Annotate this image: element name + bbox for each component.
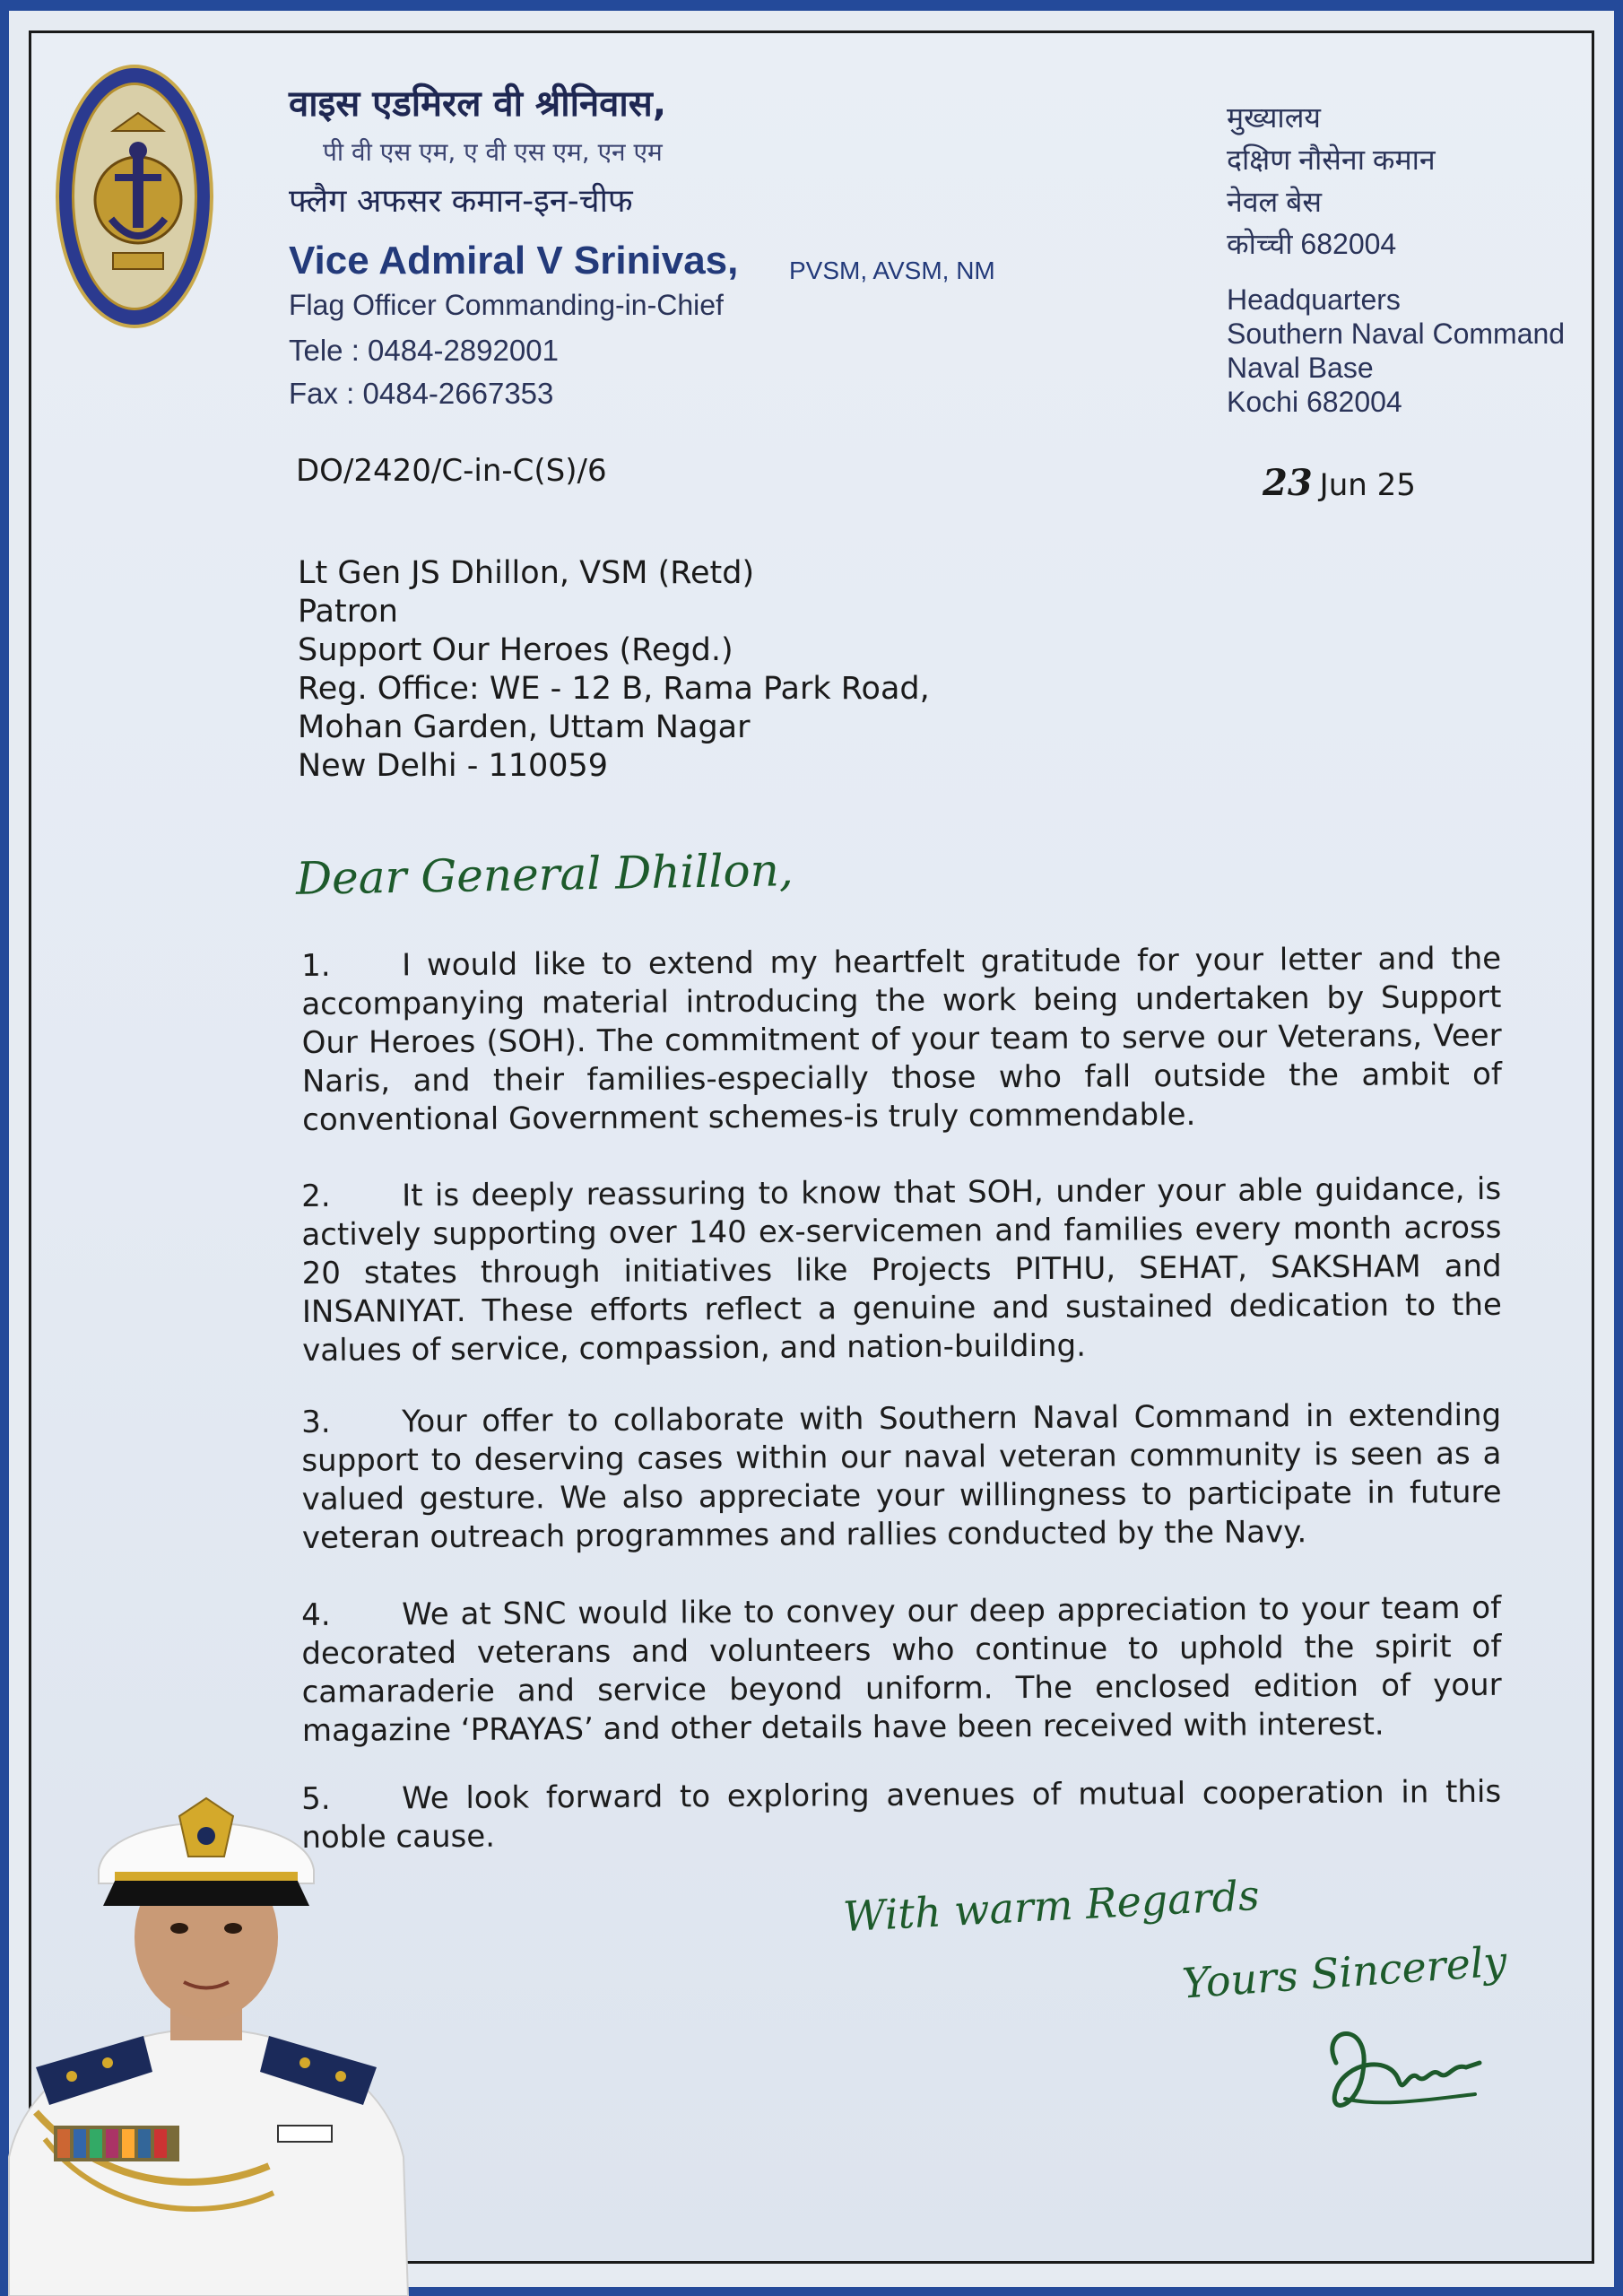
recipient-line: Reg. Office: WE - 12 B, Rama Park Road, — [298, 671, 930, 707]
sign-off: Yours Sincerely — [1180, 1936, 1509, 2008]
paragraph-number: 4. — [301, 1596, 331, 1633]
title-english: Flag Officer Commanding-in-Chief — [289, 289, 724, 321]
address-hindi — [1227, 97, 1436, 265]
address-line: दक्षिण नौसेना कमान — [1227, 144, 1436, 176]
telephone-number: Tele : 0484-2892001 — [289, 334, 559, 367]
address-line: नेवल बेस — [1227, 186, 1323, 218]
recipient-line: Mohan Garden, Uttam Nagar — [298, 709, 751, 745]
officer-portrait — [0, 1771, 412, 2296]
signature — [1309, 2009, 1488, 2135]
address-line: कोच्ची 682004 — [1227, 228, 1397, 260]
recipient-line: Lt Gen JS Dhillon, VSM (Retd) — [298, 555, 755, 591]
salutation: Dear General Dhillon, — [295, 844, 794, 905]
date-day: 23 — [1263, 462, 1313, 504]
paragraph-text: I would like to extend my heartfelt gratitude for your letter and the accompanying material introducing the work being undertaken by Support Our Heroes (SOH). The commitment of your team to serve our Veterans, Veer Naris, and their families-especially those who fall outside the ambit of conventional Government schemes-is truly commendable. — [301, 940, 1503, 1138]
paragraph-number: 5. — [301, 1780, 331, 1817]
paragraph-number: 3. — [301, 1404, 331, 1440]
address-line: मुख्यालय — [1227, 101, 1321, 134]
paragraph-text: It is deeply reassuring to know that SOH, under your able guidance, is actively supporting over 140 ex-servicemen and families every month across 20 states through initiatives like Projects PITHU, SEHAT, SAKSHAM and INSANIYAT. These efforts reflect a genuine and sustained dedication to the values of service, compassion, and nation-building. — [301, 1170, 1503, 1369]
paragraph — [301, 1773, 1502, 1857]
letter-date — [1263, 462, 1416, 504]
paragraph-number: 1. — [301, 947, 331, 984]
paragraph — [301, 1589, 1502, 1751]
closing-remark: With warm Regards — [841, 1870, 1261, 1942]
recipient-line: Patron — [298, 594, 398, 630]
anchor-icon — [59, 68, 217, 332]
recipient-line: New Delhi - 110059 — [298, 748, 609, 784]
date-month-year: Jun 25 — [1319, 467, 1416, 503]
name-hindi: वाइस एडमिरल वी श्रीनिवास, — [289, 83, 667, 125]
paragraph-number: 2. — [301, 1178, 331, 1214]
address-english — [1227, 283, 1565, 419]
address-line: Southern Naval Command — [1227, 317, 1566, 350]
name-english: Vice Admiral V Srinivas, — [289, 239, 739, 283]
navy-crest-emblem — [56, 65, 213, 328]
paragraph-text: Your offer to collaborate with Southern Naval Command in extending support to deserving cases within our naval veteran community is seen as a valued gesture. We also appreciate your willingness to participate in future veteran outreach programmes and rallies conducted by the Navy. — [301, 1396, 1502, 1556]
recipient-address — [298, 554, 930, 786]
recipient-line: Support Our Heroes (Regd.) — [298, 632, 733, 668]
paragraph — [301, 940, 1502, 1140]
paragraph-text: We look forward to exploring avenues of mutual cooperation in this noble cause. — [301, 1773, 1502, 1856]
address-line: Kochi 682004 — [1227, 386, 1402, 418]
title-hindi: फ्लैग अफसर कमान-इन-चीफ — [289, 183, 633, 220]
decorations-hindi: पी वी एस एम, ए वी एस एम, एन एम — [323, 137, 663, 167]
address-line: Headquarters — [1227, 283, 1401, 316]
paragraph — [301, 1170, 1502, 1370]
paragraph-text: We at SNC would like to convey our deep appreciation to your team of decorated veterans and volunteers who continue to uphold the spirit of camaraderie and service beyond uniform. The enclosed edition of your magazine ‘PRAYAS’ and other details have been received with interest. — [301, 1589, 1502, 1749]
reference-number: DO/2420/C-in-C(S)/6 — [296, 453, 607, 489]
address-line: Naval Base — [1227, 352, 1374, 384]
decorations-english: PVSM, AVSM, NM — [789, 257, 995, 284]
paragraph — [301, 1396, 1502, 1558]
fax-number: Fax : 0484-2667353 — [289, 377, 554, 410]
